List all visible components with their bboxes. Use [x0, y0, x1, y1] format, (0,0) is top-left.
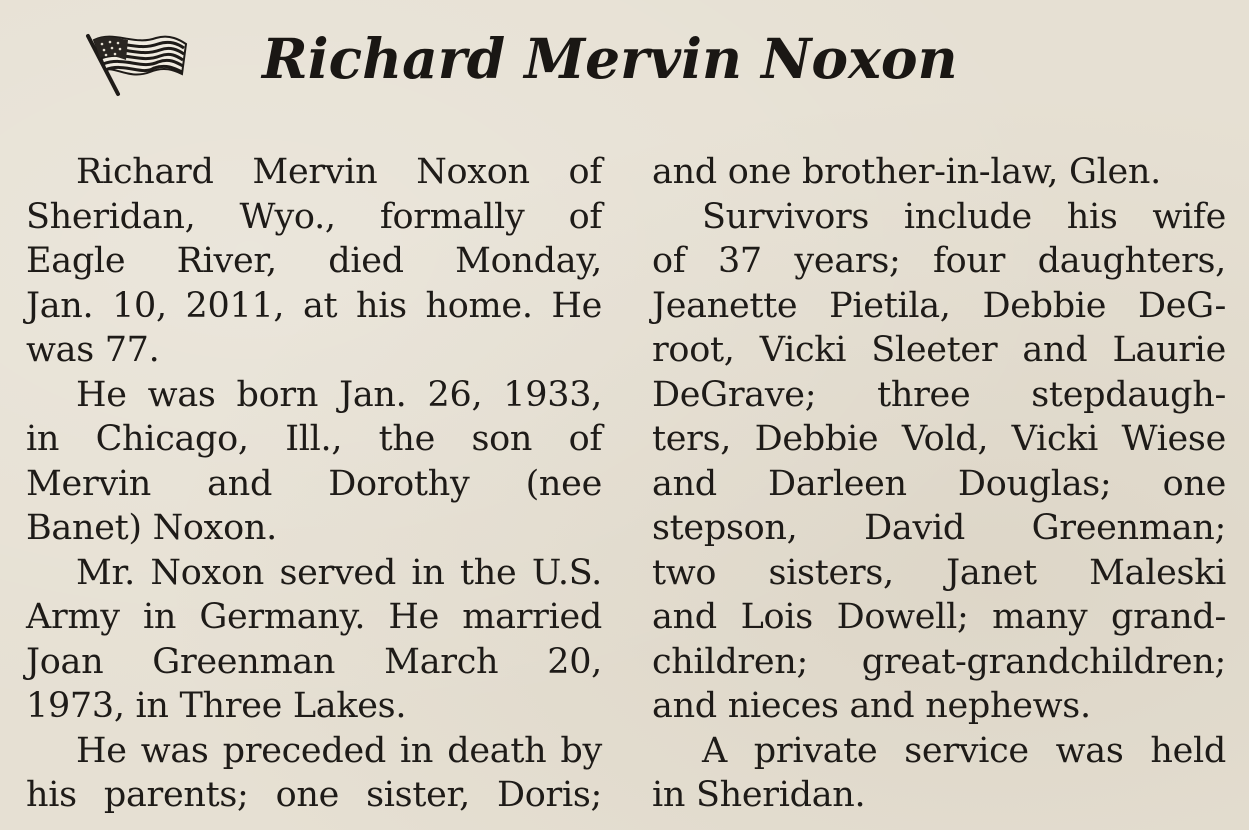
text-line: two sisters, Janet Maleski: [652, 552, 1226, 593]
text-line: Mr. Noxon served in the U.S.: [76, 552, 602, 593]
text-line: Mervin and Dorothy (nee: [26, 463, 602, 504]
text-line: stepson, David Greenman;: [652, 508, 1226, 548]
text-line: 1973, in Three Lakes.: [26, 686, 407, 726]
text-line: in Chicago, Ill., the son of: [26, 419, 602, 459]
text-line: Jeanette Pietila, Debbie DeG-: [652, 285, 1226, 326]
text-line: Survivors include his wife: [702, 196, 1226, 237]
text-line: He was born Jan. 26, 1933,: [76, 374, 602, 415]
text-line: A private service was held: [702, 730, 1226, 771]
text-line: of 37 years; four daughters,: [652, 241, 1226, 281]
text-line: DeGrave; three stepdaugh-: [652, 374, 1226, 415]
text-line: Banet) Noxon.: [26, 508, 277, 548]
text-line: root, Vicki Sleeter and Laurie: [652, 330, 1226, 370]
text-line: Sheridan, Wyo., formally of: [26, 196, 602, 237]
text-line: Army in Germany. He married: [26, 597, 602, 637]
text-line: Richard Mervin Noxon of: [76, 152, 602, 192]
right-column: [652, 150, 1226, 818]
text-line: in Sheridan.: [652, 775, 866, 815]
obituary-title: Richard Mervin Noxon: [262, 26, 958, 91]
text-line: and Darleen Douglas; one: [652, 463, 1226, 504]
american-flag-icon: [84, 30, 188, 98]
obituary-header: [0, 0, 1249, 130]
text-line: and nieces and nephews.: [652, 686, 1091, 726]
text-line: children; great-grandchildren;: [652, 641, 1226, 682]
text-line: was 77.: [26, 330, 160, 370]
text-line: his parents; one sister, Doris;: [26, 775, 602, 815]
left-column: [26, 150, 602, 818]
text-line: Joan Greenman March 20,: [26, 641, 602, 682]
text-line: and one brother-in-law, Glen.: [652, 152, 1161, 192]
text-line: Eagle River, died Monday,: [26, 241, 602, 281]
text-line: Jan. 10, 2011, at his home. He: [26, 285, 602, 326]
text-line: ters, Debbie Vold, Vicki Wiese: [652, 419, 1226, 459]
text-line: and Lois Dowell; many grand-: [652, 597, 1226, 637]
text-line: He was preceded in death by: [76, 730, 602, 771]
